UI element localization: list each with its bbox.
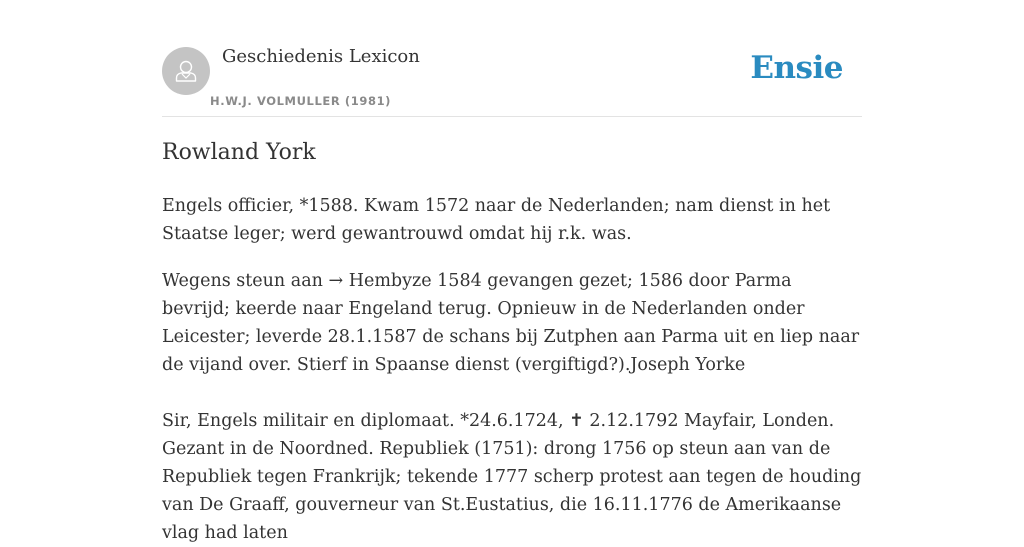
paragraph-text: 1584 gevangen gezet; 1586 door Parma bevrijd; keerde naar Engeland terug. Opnieuw in de Nederlanden onder Leicester; leverde 28.1.1587 de schans bij Zutphen aan Parma uit en liep naar de vijand over. Stierf in Spaanse dienst (vergiftigd?).Joseph Yorke xyxy=(162,271,860,375)
cross-reference-link[interactable] xyxy=(328,271,431,291)
user-icon xyxy=(172,57,200,85)
ensie-logo[interactable]: Ensie xyxy=(750,50,843,86)
entry-paragraph: Sir, Engels militair en diplomaat. *24.6.1724, ✝ 2.12.1792 Mayfair, Londen. Gezant in de Noordned. Republiek (1751): drong 1756 op steun aan van de Republiek tegen Frankrijk; tekende 1777 scherp protest aan tegen de houding van De Graaff, gouverneur van St.Eustatius, die 16.11.1776 de Amerikaanse vlag had laten xyxy=(162,411,862,543)
book-header xyxy=(162,0,862,117)
content-container xyxy=(162,0,862,543)
book-title[interactable]: Geschiedenis Lexicon xyxy=(222,46,420,67)
entry-paragraph: Engels officier, *1588. Kwam 1572 naar de Nederlanden; nam dienst in het Staatse leger; werd gewantrouwd omdat hij r.k. was. xyxy=(162,196,831,244)
cross-reference-label: Hembyze xyxy=(348,271,432,291)
paragraph-text: Wegens steun aan xyxy=(162,271,329,291)
entry-title: Rowland York xyxy=(162,140,316,165)
book-author[interactable]: H.W.J. VOLMULLER (1981) xyxy=(210,94,392,108)
arrow-right-icon: → xyxy=(328,271,344,291)
avatar[interactable] xyxy=(162,47,210,95)
entry-paragraph xyxy=(162,267,862,379)
